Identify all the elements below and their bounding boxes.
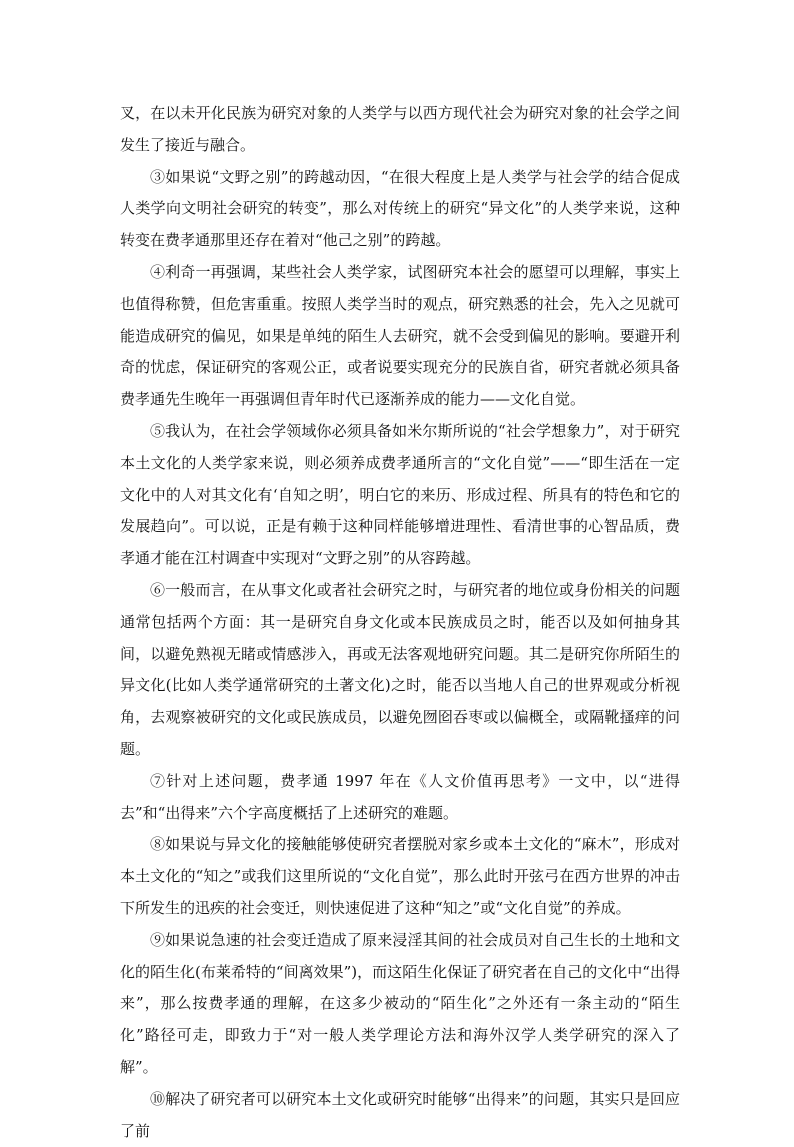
paragraph-9: ⑨如果说急速的社会变迁造成了原来浸淫其间的社会成员对自己生长的土地和文化的陌生化(布莱希特的“间离效果”)，而这陌生化保证了研究者在自己的文化中“出得来”，那么按费孝通的理解，在这多少被动的“陌生化”之外还有一条主动的“陌生化”路径可走，即致力于“对一般人类学理论方法和海外汉学人类学研究的深入了解”。 — [120, 930, 680, 1076]
paragraph-4: ④利奇一再强调，某些社会人类学家，试图研究本社会的愿望可以理解，事实上也值得称赞，但危害重重。按照人类学当时的观点，研究熟悉的社会，先入之见就可能造成研究的偏见，如果是单纯的陌生人去研究，就不会受到偏见的影响。要避开利奇的忧虑，保证研究的客观公正，或者说要实现充分的民族自省，研究者就必须具备费孝通先生晚年一再强调但青年时代已逐渐养成的能力——文化自觉。 — [120, 262, 680, 409]
paragraph-3: ③如果说“文野之别”的跨越动因，“在很大程度上是人类学与社会学的结合促成人类学向文明社会研究的转变”，那么对传统上的研究“异文化”的人类学来说，这种转变在费孝通那里还存在着对“他己之别”的跨越。 — [120, 167, 680, 250]
document-body — [120, 98, 680, 1147]
paragraph-10: ⑩解决了研究者可以研究本土文化或研究时能够“出得来”的问题，其实只是回应了前 — [120, 1089, 680, 1140]
paragraph-continued: 叉，在以未开化民族为研究对象的人类学与以西方现代社会为研究对象的社会学之间发生了接近与融合。 — [120, 104, 680, 154]
paragraph-8: ⑧如果说与异文化的接触能够使研究者摆脱对家乡或本土文化的“麻木”，形成对本土文化的“知之”或我们这里所说的“文化自觉”，那么此时开弦弓在西方世界的冲击下所发生的迅疾的社会变迁，则快速促进了这种“知之”或“文化自觉”的养成。 — [120, 835, 680, 917]
paragraph-5: ⑤我认为，在社会学领域你必须具备如米尔斯所说的“社会学想象力”，对于研究本土文化的人类学家来说，则必须养成费孝通所言的“文化自觉”——“即生活在一定文化中的人对其文化有‘自知之明’，明白它的来历、形成过程、所具有的特色和它的发展趋向”。可以说，正是有赖于这种同样能够增进理性、看清世事的心智品质，费孝通才能在江村调查中实现对“文野之别”的从容跨越。 — [120, 421, 680, 568]
paragraph-6: ⑥一般而言，在从事文化或者社会研究之时，与研究者的地位或身份相关的问题通常包括两个方面：其一是研究自身文化或本民族成员之时，能否以及如何抽身其间，以避免熟视无睹或情感涉入，再或无法客观地研究问题。其二是研究你所陌生的异文化(比如人类学通常研究的土著文化)之时，能否以当地人自己的世界观或分析视角，去观察被研究的文化或民族成员，以避免囫囵吞枣或以偏概全，或隔靴搔痒的问题。 — [120, 580, 680, 758]
paragraph-7: ⑦针对上述问题，费孝通 1997 年在《人文价值再思考》一文中，以“进得去”和“出得来”六个字高度概括了上述研究的难题。 — [120, 771, 680, 822]
